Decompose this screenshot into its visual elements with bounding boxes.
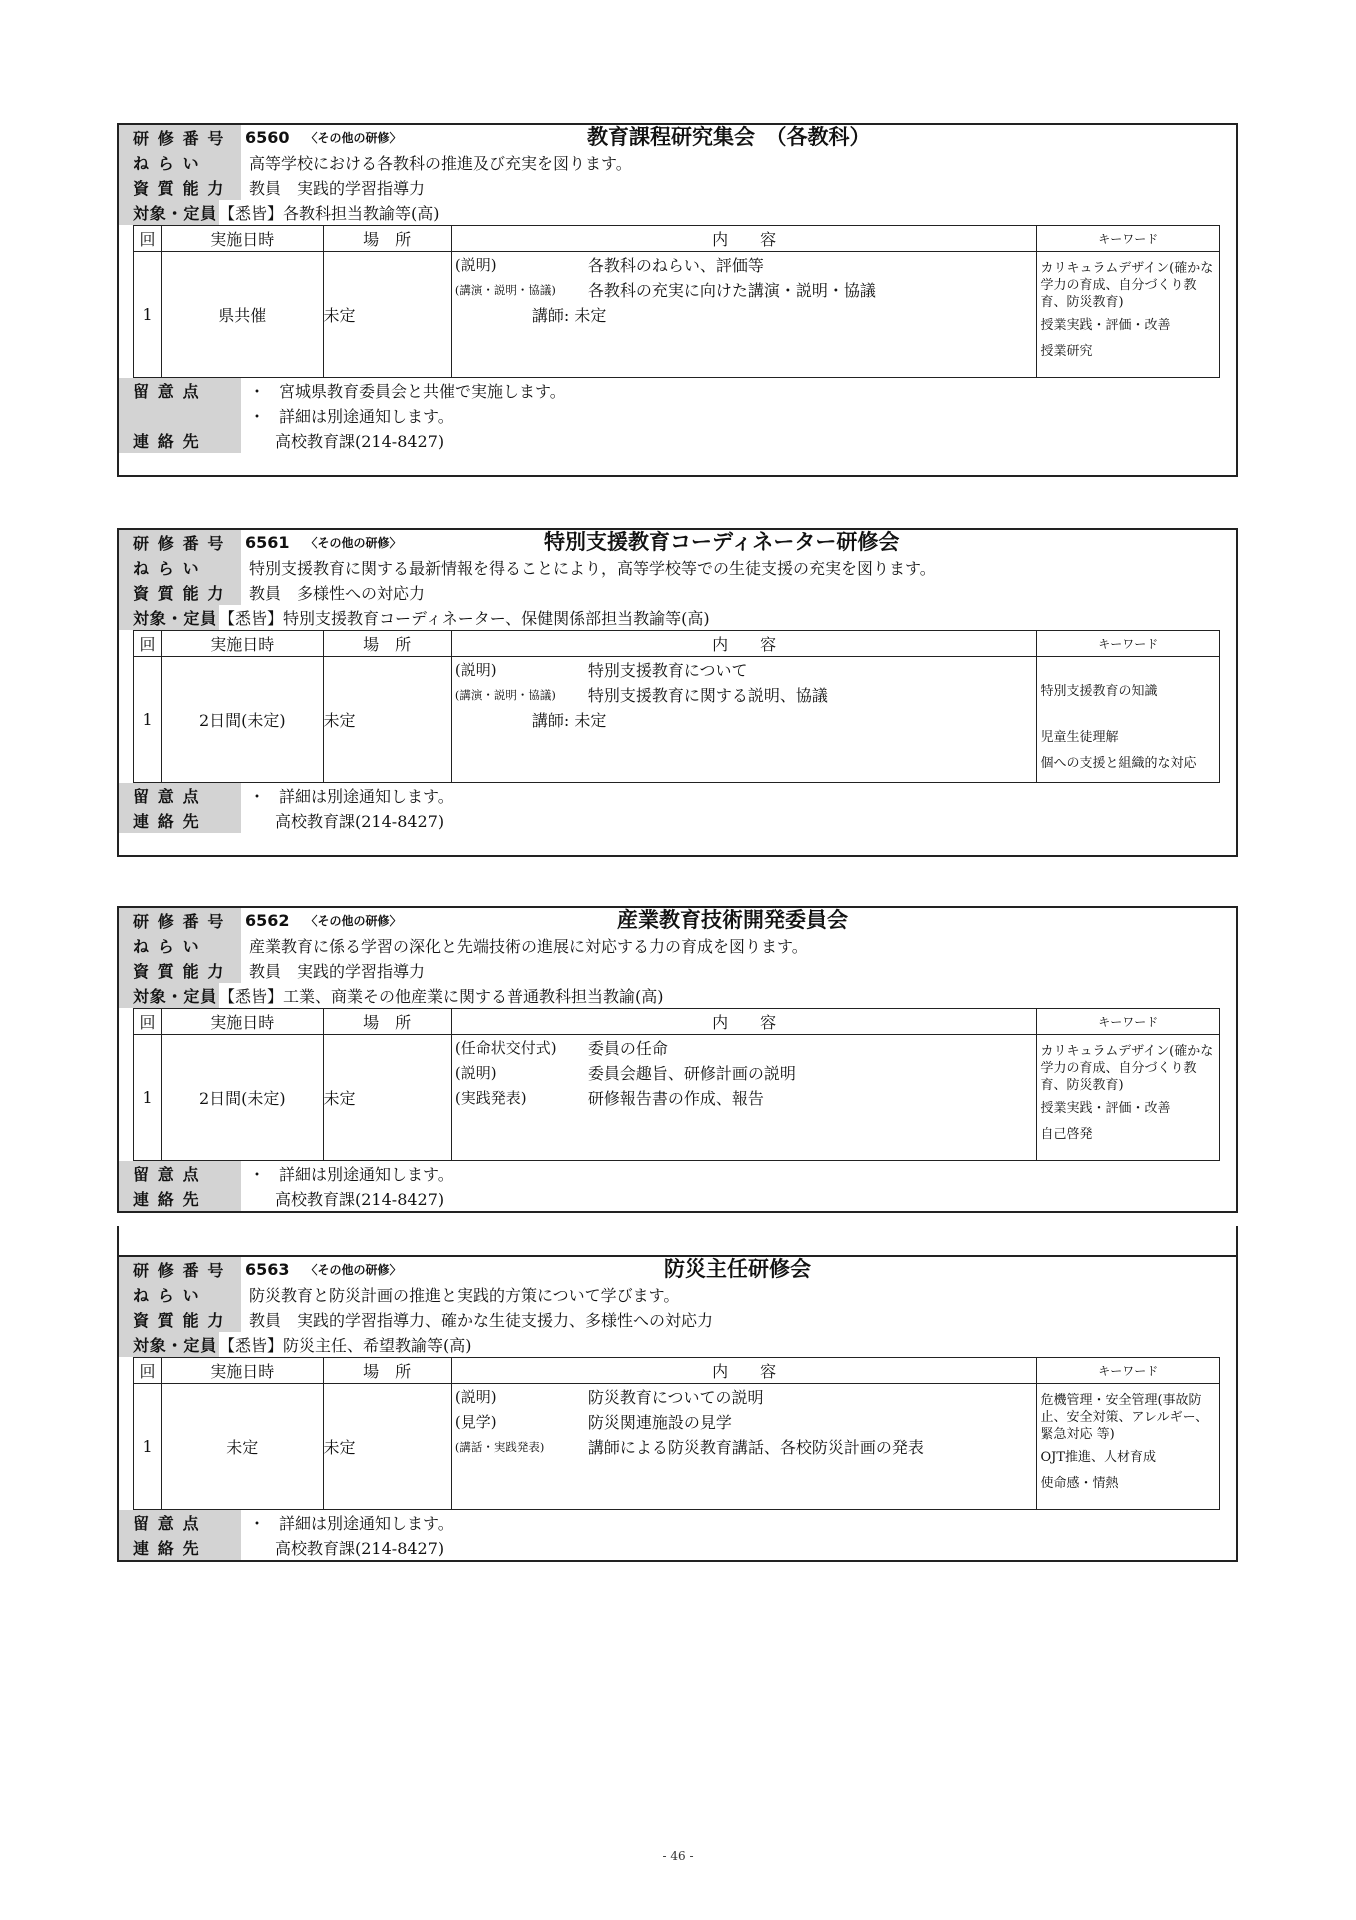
aim-text: 特別支援教育に関する最新情報を得ることにより，高等学校等での生徒支援の充実を図ります。 bbox=[249, 559, 936, 578]
content-tag: (説明) bbox=[454, 256, 497, 274]
target-row bbox=[119, 200, 1236, 225]
note-text: 詳細は別途通知します。 bbox=[279, 1165, 454, 1184]
note-bullet: ・ bbox=[249, 787, 266, 806]
note-bullet: ・ bbox=[249, 1514, 266, 1533]
header-place: 場 所 bbox=[323, 1009, 451, 1035]
session-content bbox=[451, 657, 1037, 783]
target-text: 【悉皆】工業、商業その他産業に関する普通教科担当教諭(高) bbox=[219, 987, 664, 1006]
label-notes: 留意点 bbox=[119, 1161, 241, 1186]
session-place: 未定 bbox=[323, 1035, 451, 1161]
label-aim: ねらい bbox=[119, 150, 241, 175]
content-line bbox=[452, 1434, 1037, 1459]
aim-row bbox=[119, 1282, 1236, 1307]
target-text: 【悉皆】各教科担当教諭等(高) bbox=[219, 204, 440, 223]
label-training-number: 研修番号 bbox=[119, 125, 241, 150]
keyword-item: 授業研究 bbox=[1040, 344, 1093, 359]
header-keyword: キーワード bbox=[1037, 226, 1220, 252]
session-number: 1 bbox=[134, 252, 162, 378]
note-row bbox=[119, 403, 1236, 428]
content-tag: (講話・実践発表) bbox=[454, 1439, 545, 1454]
page-number: - 46 - bbox=[662, 1849, 694, 1863]
label-aim: ねらい bbox=[119, 1282, 241, 1307]
session-date: 未定 bbox=[162, 1384, 323, 1510]
schedule-table bbox=[133, 630, 1220, 783]
content-tag: (講演・説明・協議) bbox=[454, 282, 556, 297]
training-number: 6563 bbox=[245, 1260, 290, 1279]
session-content bbox=[451, 1384, 1037, 1510]
label-competency: 資質能力 bbox=[119, 175, 241, 200]
target-text: 【悉皆】特別支援教育コーディネーター、保健関係部担当教諭等(高) bbox=[219, 609, 710, 628]
keyword-item: 個への支援と組織的な対応 bbox=[1040, 756, 1197, 771]
note-bullet: ・ bbox=[249, 1165, 266, 1184]
note-text: 詳細は別途通知します。 bbox=[279, 787, 454, 806]
aim-text: 高等学校における各教科の推進及び充実を図ります。 bbox=[249, 154, 632, 173]
contact-text: 高校教育課(214-8427) bbox=[275, 1539, 445, 1558]
contact-row bbox=[119, 808, 1236, 833]
contact-text: 高校教育課(214-8427) bbox=[275, 1190, 445, 1209]
content-text: 委員の任命 bbox=[587, 1039, 668, 1058]
header-keyword: キーワード bbox=[1037, 631, 1220, 657]
training-category: 〈その他の研修〉 bbox=[305, 536, 402, 550]
training-card bbox=[117, 1255, 1238, 1562]
table-header-row bbox=[134, 631, 1220, 657]
content-line bbox=[452, 657, 1037, 682]
contact-text: 高校教育課(214-8427) bbox=[275, 812, 445, 831]
schedule-table bbox=[133, 1008, 1220, 1161]
content-line bbox=[452, 1035, 1037, 1060]
content-line bbox=[452, 252, 1037, 277]
session-keywords bbox=[1037, 252, 1220, 378]
lecturer-text: 講師: 未定 bbox=[531, 711, 607, 730]
content-line bbox=[452, 277, 1037, 302]
table-row bbox=[134, 1384, 1220, 1510]
aim-row bbox=[119, 555, 1236, 580]
table-header-row bbox=[134, 1009, 1220, 1035]
session-place: 未定 bbox=[323, 1384, 451, 1510]
note-row bbox=[119, 378, 1236, 403]
table-header-row bbox=[134, 1358, 1220, 1384]
competency-text: 教員 実践的学習指導力 bbox=[249, 179, 426, 198]
keyword-block: 危機管理・安全管理(事故防止、安全対策、アレルギー、緊急対応 等) bbox=[1040, 1393, 1209, 1442]
content-text: 防災関連施設の見学 bbox=[587, 1413, 732, 1432]
label-notes: 留意点 bbox=[119, 1510, 241, 1535]
session-number: 1 bbox=[134, 657, 162, 783]
content-line bbox=[452, 682, 1037, 707]
session-keywords bbox=[1037, 657, 1220, 783]
training-category: 〈その他の研修〉 bbox=[305, 914, 402, 928]
label-competency: 資質能力 bbox=[119, 580, 241, 605]
training-number-row bbox=[119, 908, 1236, 933]
competency-row bbox=[119, 580, 1236, 605]
schedule-table bbox=[133, 1357, 1220, 1510]
lecturer-line bbox=[452, 302, 1037, 327]
training-number: 6562 bbox=[245, 911, 290, 930]
label-contact: 連絡先 bbox=[119, 808, 241, 833]
content-text: 特別支援教育に関する説明、協議 bbox=[587, 686, 828, 705]
label-competency: 資質能力 bbox=[119, 958, 241, 983]
header-keyword: キーワード bbox=[1037, 1009, 1220, 1035]
keyword-item: 児童生徒理解 bbox=[1040, 730, 1119, 745]
schedule-table bbox=[133, 225, 1220, 378]
table-row bbox=[134, 1035, 1220, 1161]
keyword-item: 授業実践・評価・改善 bbox=[1040, 1101, 1171, 1116]
note-bullet: ・ bbox=[249, 382, 266, 401]
header-session: 回 bbox=[134, 1009, 162, 1035]
training-number-row bbox=[119, 530, 1236, 555]
content-text: 各教科のねらい、評価等 bbox=[587, 256, 764, 275]
table-row bbox=[134, 657, 1220, 783]
note-text: 宮城県教育委員会と共催で実施します。 bbox=[279, 382, 566, 401]
training-title: 産業教育技術開発委員会 bbox=[617, 908, 848, 932]
training-category: 〈その他の研修〉 bbox=[305, 131, 402, 145]
training-card bbox=[117, 528, 1238, 857]
label-training-number: 研修番号 bbox=[119, 1257, 241, 1282]
label-notes bbox=[119, 403, 241, 428]
label-aim: ねらい bbox=[119, 555, 241, 580]
session-content bbox=[451, 1035, 1037, 1161]
keyword-item: OJT推進、人材育成 bbox=[1040, 1450, 1156, 1465]
content-line bbox=[452, 1060, 1037, 1085]
keyword-block: カリキュラムデザイン(確かな学力の育成、自分づくり教育、防災教育) bbox=[1040, 1044, 1214, 1093]
session-date: 県共催 bbox=[162, 252, 323, 378]
header-content: 内 容 bbox=[451, 631, 1037, 657]
header-place: 場 所 bbox=[323, 1358, 451, 1384]
header-date: 実施日時 bbox=[162, 631, 323, 657]
target-row bbox=[119, 1332, 1236, 1357]
header-content: 内 容 bbox=[451, 226, 1037, 252]
session-keywords bbox=[1037, 1384, 1220, 1510]
header-date: 実施日時 bbox=[162, 1009, 323, 1035]
note-text: 詳細は別途通知します。 bbox=[279, 1514, 454, 1533]
keyword-item: 自己啓発 bbox=[1040, 1127, 1093, 1142]
training-number-row bbox=[119, 125, 1236, 150]
header-session: 回 bbox=[134, 631, 162, 657]
content-text: 研修報告書の作成、報告 bbox=[587, 1089, 764, 1108]
session-content bbox=[451, 252, 1037, 378]
content-tag: (説明) bbox=[454, 661, 497, 679]
content-text: 特別支援教育について bbox=[587, 661, 748, 680]
training-title: 教育課程研究集会 （各教科） bbox=[587, 125, 871, 149]
competency-row bbox=[119, 175, 1236, 200]
table-row bbox=[134, 252, 1220, 378]
label-aim: ねらい bbox=[119, 933, 241, 958]
session-date: 2日間(未定) bbox=[162, 1035, 323, 1161]
label-target: 対象・定員 bbox=[119, 605, 219, 630]
target-row bbox=[119, 605, 1236, 630]
content-line bbox=[452, 1085, 1037, 1110]
target-text: 【悉皆】防災主任、希望教諭等(高) bbox=[219, 1336, 472, 1355]
aim-text: 産業教育に係る学習の深化と先端技術の進展に対応する力の育成を図ります。 bbox=[249, 937, 808, 956]
session-keywords bbox=[1037, 1035, 1220, 1161]
content-tag: (見学) bbox=[454, 1413, 497, 1431]
aim-text: 防災教育と防災計画の推進と実践的方策について学びます。 bbox=[249, 1286, 680, 1305]
content-tag: (講演・説明・協議) bbox=[454, 687, 556, 702]
content-text: 委員会趣旨、研修計画の説明 bbox=[587, 1064, 796, 1083]
note-row bbox=[119, 1161, 1236, 1186]
training-card bbox=[117, 123, 1238, 477]
keyword-item: 特別支援教育の知識 bbox=[1040, 684, 1158, 699]
header-session: 回 bbox=[134, 1358, 162, 1384]
training-number-row bbox=[119, 1257, 1236, 1282]
competency-text: 教員 多様性への対応力 bbox=[249, 584, 426, 603]
label-competency: 資質能力 bbox=[119, 1307, 241, 1332]
target-row bbox=[119, 983, 1236, 1008]
label-target: 対象・定員 bbox=[119, 1332, 219, 1357]
competency-text: 教員 実践的学習指導力、確かな生徒支援力、多様性への対応力 bbox=[249, 1311, 714, 1330]
label-notes: 留意点 bbox=[119, 378, 241, 403]
session-number: 1 bbox=[134, 1384, 162, 1510]
contact-row bbox=[119, 1535, 1236, 1560]
keyword-item: 授業実践・評価・改善 bbox=[1040, 318, 1171, 333]
label-training-number: 研修番号 bbox=[119, 908, 241, 933]
aim-row bbox=[119, 150, 1236, 175]
header-place: 場 所 bbox=[323, 631, 451, 657]
label-contact: 連絡先 bbox=[119, 1186, 241, 1211]
training-number: 6560 bbox=[245, 128, 290, 147]
competency-row bbox=[119, 958, 1236, 983]
content-tag: (説明) bbox=[454, 1064, 497, 1082]
content-text: 防災教育についての説明 bbox=[587, 1388, 764, 1407]
header-keyword: キーワード bbox=[1037, 1358, 1220, 1384]
note-row bbox=[119, 1510, 1236, 1535]
session-place: 未定 bbox=[323, 657, 451, 783]
session-number: 1 bbox=[134, 1035, 162, 1161]
training-title: 防災主任研修会 bbox=[664, 1257, 811, 1281]
training-number: 6561 bbox=[245, 533, 290, 552]
content-tag: (任命状交付式) bbox=[454, 1039, 557, 1057]
header-place: 場 所 bbox=[323, 226, 451, 252]
aim-row bbox=[119, 933, 1236, 958]
header-date: 実施日時 bbox=[162, 1358, 323, 1384]
content-text: 各教科の充実に向けた講演・説明・協議 bbox=[587, 281, 876, 300]
label-target: 対象・定員 bbox=[119, 200, 219, 225]
label-training-number: 研修番号 bbox=[119, 530, 241, 555]
training-category: 〈その他の研修〉 bbox=[305, 1263, 402, 1277]
content-line bbox=[452, 1409, 1037, 1434]
content-text: 講師による防災教育講話、各校防災計画の発表 bbox=[587, 1438, 924, 1457]
session-date: 2日間(未定) bbox=[162, 657, 323, 783]
label-target: 対象・定員 bbox=[119, 983, 219, 1008]
training-title: 特別支援教育コーディネーター研修会 bbox=[544, 530, 900, 554]
contact-text: 高校教育課(214-8427) bbox=[275, 432, 445, 451]
table-header-row bbox=[134, 226, 1220, 252]
training-card bbox=[117, 906, 1238, 1213]
note-bullet: ・ bbox=[249, 407, 266, 426]
keyword-block: カリキュラムデザイン(確かな学力の育成、自分づくり教育、防災教育) bbox=[1040, 261, 1214, 310]
note-text: 詳細は別途通知します。 bbox=[279, 407, 454, 426]
label-contact: 連絡先 bbox=[119, 428, 241, 453]
competency-row bbox=[119, 1307, 1236, 1332]
note-row bbox=[119, 783, 1236, 808]
card-separator bbox=[117, 1226, 1238, 1257]
content-tag: (実践発表) bbox=[454, 1089, 527, 1107]
contact-row bbox=[119, 1186, 1236, 1211]
lecturer-line bbox=[452, 707, 1037, 732]
header-content: 内 容 bbox=[451, 1358, 1037, 1384]
lecturer-text: 講師: 未定 bbox=[531, 306, 607, 325]
label-notes: 留意点 bbox=[119, 783, 241, 808]
header-date: 実施日時 bbox=[162, 226, 323, 252]
header-session: 回 bbox=[134, 226, 162, 252]
content-tag: (説明) bbox=[454, 1388, 497, 1406]
label-contact: 連絡先 bbox=[119, 1535, 241, 1560]
header-content: 内 容 bbox=[451, 1009, 1037, 1035]
contact-row bbox=[119, 428, 1236, 453]
keyword-item: 使命感・情熱 bbox=[1040, 1476, 1119, 1491]
session-place: 未定 bbox=[323, 252, 451, 378]
competency-text: 教員 実践的学習指導力 bbox=[249, 962, 426, 981]
content-line bbox=[452, 1384, 1037, 1409]
